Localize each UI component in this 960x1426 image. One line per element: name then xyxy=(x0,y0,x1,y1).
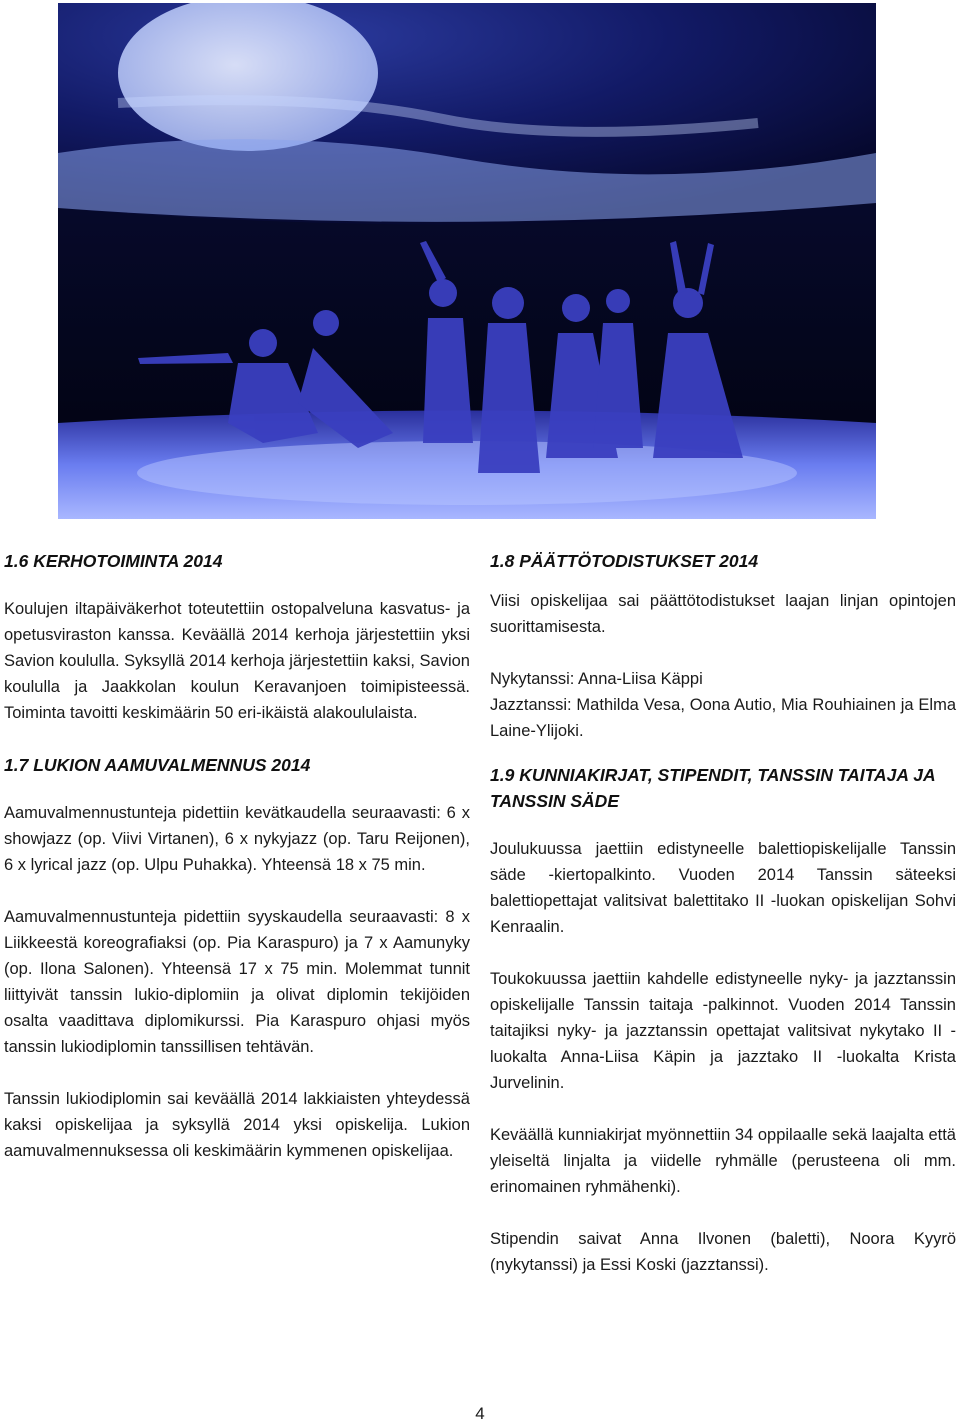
section-1-9-paragraph-3: Keväällä kunniakirjat myönnettiin 34 oppilaalle sekä laajalta että yleiseltä linjalta ja viidelle ryhmälle (perusteena oli mm. erinomainen ryhmähenki). xyxy=(490,1126,956,1196)
section-1-9-paragraph-1: Joulukuussa jaettiin edistyneelle balettiopiskelijalle Tanssin säde -kiertopalkinto. Vuoden 2014 Tanssin säteeksi balettiopettajat valitsivat balettitako II -luokan opiskelijan Sohvi Kenraalin. xyxy=(490,840,956,936)
section-1-7-paragraph-3: Tanssin lukiodiplomin sai keväällä 2014 lakkiaisten yhteydessä kaksi opiskelijaa ja syksyllä 2014 yksi opiskelija. Lukion aamuvalmennuksessa oli keskimäärin kymmenen opiskelijaa. xyxy=(4,1090,470,1160)
section-1-9-paragraph-2: Toukokuussa jaettiin kahdelle edistyneelle nyky- ja jazztanssin opiskelijalle Tanssin taitaja -palkinnot. Vuoden 2014 Tanssin taitajiksi nyky- ja jazztanssin opettajat valitsivat nykytako II -luokalta Anna-Liisa Käpin ja jazztako II -luokalta Krista Jurvelinin. xyxy=(490,970,956,1092)
section-1-7-paragraph-2: Aamuvalmennustunteja pidettiin syyskaudella seuraavasti: 8 x Liikkeestä koreografiaksi (op. Pia Karaspuro) ja 7 x Aamunyky (op. Ilona Salonen). Yhteensä 17 x 75 min. Molemmat tunnit liittyivät tanssin lukio-diplomiin ja olivat diplomin tekijöiden osalta vaadittava diplomikurssi. Pia Karaspuro ohjasi myös tanssin lukiodiplomin tanssillisen tehtävän. xyxy=(4,908,470,1056)
page-number: 4 xyxy=(475,1404,485,1423)
section-1-9-heading: 1.9 KUNNIAKIRJAT, STIPENDIT, TANSSIN TAITAJA JA TANSSIN SÄDE xyxy=(490,765,935,811)
section-1-9-paragraph-4: Stipendin saivat Anna Ilvonen (baletti), Noora Kyyrö (nykytanssi) ja Essi Koski (jazztanssi). xyxy=(490,1230,956,1274)
section-1-7-paragraph-1: Aamuvalmennustunteja pidettiin kevätkaudella seuraavasti: 6 x showjazz (op. Viivi Virtanen), 6 x nykyjazz (op. Taru Reijonen), 6 x lyrical jazz (op. Ulpu Puhakka). Yhteensä 18 x 75 min. xyxy=(4,804,470,874)
section-1-8-jazztanssi: Jazztanssi: Mathilda Vesa, Oona Autio, Mia Rouhiainen ja Elma Laine-Ylijoki. xyxy=(490,696,956,740)
section-1-6-heading: 1.6 KERHOTOIMINTA 2014 xyxy=(4,551,223,571)
section-1-7-heading: 1.7 LUKION AAMUVALMENNUS 2014 xyxy=(4,755,311,775)
dance-performance-photo xyxy=(58,3,876,519)
section-1-8-heading: 1.8 PÄÄTTÖTODISTUKSET 2014 xyxy=(490,551,759,571)
section-1-6-paragraph: Koulujen iltapäiväkerhot toteutettiin ostopalveluna kasvatus- ja opetusviraston kanssa. Keväällä 2014 kerhoja järjestettiin yksi Savion koululla. Syksyllä 2014 kerhoja järjestettiin kaksi, Savion koululla ja Jaakkolan koulun Keravanjoen toimipisteessä. Toiminta tavoitti keskimäärin 50 eri-ikäistä alakoululaista. xyxy=(4,600,470,722)
left-column xyxy=(4,548,470,1164)
right-column xyxy=(490,548,956,1278)
section-1-8-paragraph-1: Viisi opiskelijaa sai päättötodistukset laajan linjan opintojen suorittamisesta. xyxy=(490,592,956,636)
section-1-8-nykytanssi: Nykytanssi: Anna-Liisa Käppi xyxy=(490,670,703,688)
